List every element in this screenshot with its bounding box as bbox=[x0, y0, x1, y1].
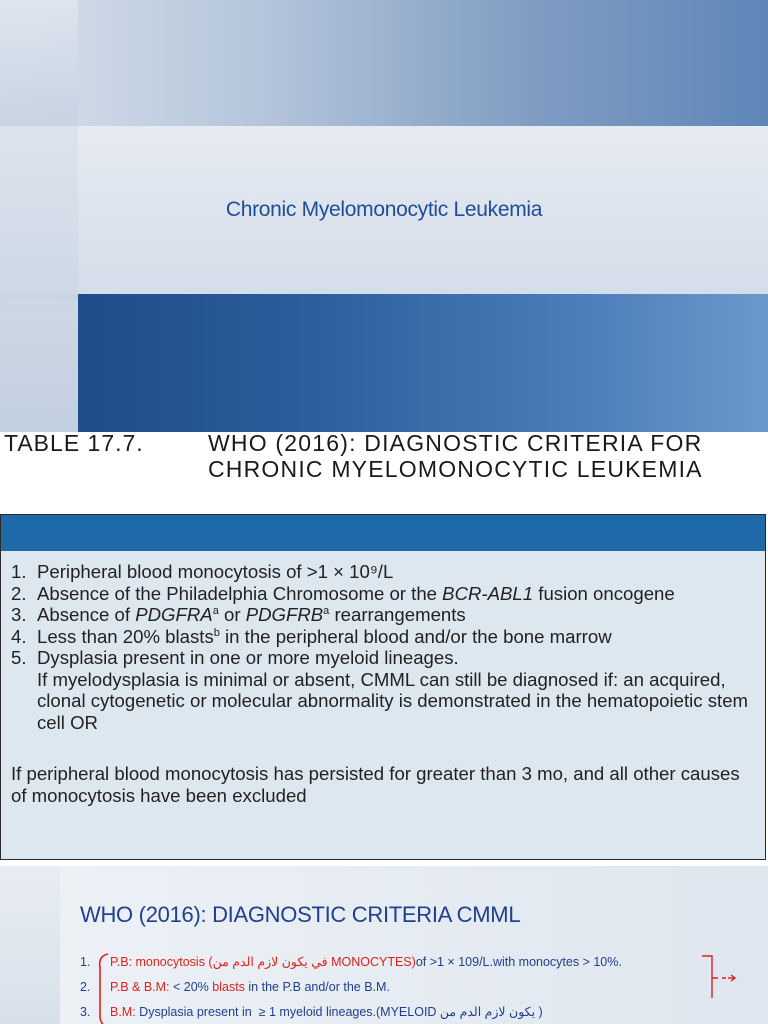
bottom-gradient-band bbox=[78, 294, 768, 432]
table-heading: WHO (2016): DIAGNOSTIC CRITERIA FOR CHRONIC MYELOMONOCYTIC LEUKEMIA bbox=[208, 430, 703, 482]
criteria-footnote: If peripheral blood monocytosis has persisted for greater than 3 mo, and all other causes of monocytosis have been excluded bbox=[11, 763, 740, 806]
top-gradient-band bbox=[0, 0, 768, 126]
table-number: TABLE 17.7. bbox=[4, 430, 144, 456]
criterion-3: 3. Absence of PDGFRA$^a$ or PDGFRB$^a$ rearrangements bbox=[11, 604, 466, 625]
summary-item-2: 2. P.B & B.M: < 20% blasts in the P.B and/or the B.M. bbox=[80, 980, 390, 994]
criterion-4: 4. Less than 20% blasts$^b$ in the peripheral blood and/or the bone marrow bbox=[11, 625, 612, 647]
title-slide bbox=[0, 0, 768, 432]
summary-title: WHO (2016): DIAGNOSTIC CRITERIA CMML bbox=[80, 902, 521, 927]
criterion-2: 2. Absence of the Philadelphia Chromosome or the BCR-ABL1 fusion oncogene bbox=[11, 582, 675, 604]
top-left-shade bbox=[0, 0, 78, 126]
left-margin-panel bbox=[0, 126, 78, 432]
summary-item-3: 3. B.M: Dysplasia present in ≥ 1 myeloid lineages.(MYELOID يكون لازم الدم من ) bbox=[80, 1005, 543, 1019]
left-margin-panel bbox=[0, 866, 60, 1024]
summary-item-1: 1. P.B: monocytosis (في يكون لازم الدم من MONOCYTES) of >1 × 109/L.with monocytes > 10%. bbox=[80, 955, 622, 969]
right-bracket-arrow-icon bbox=[700, 954, 740, 1004]
criterion-5: 5. Dysplasia present in one or more myeloid lineages. If myelodysplasia is minimal or absent, CMML can still be diagnosed if: an acquired, clonal cytogenetic or molecular abnormality is demonstrated in the hematopoietic stem cell OR bbox=[11, 647, 749, 733]
summary-slide bbox=[0, 866, 768, 1024]
criteria-table-slide bbox=[0, 432, 768, 862]
table-caption bbox=[4, 432, 768, 514]
criterion-1: 1. Peripheral blood monocytosis of >1 × 10⁹/L bbox=[11, 561, 394, 582]
summary-list bbox=[80, 950, 700, 1024]
criteria-table bbox=[0, 514, 766, 860]
table-header-bar bbox=[1, 515, 765, 551]
slide-title: Chronic Myelomonocytic Leukemia bbox=[225, 198, 543, 221]
criteria-list bbox=[11, 561, 759, 733]
